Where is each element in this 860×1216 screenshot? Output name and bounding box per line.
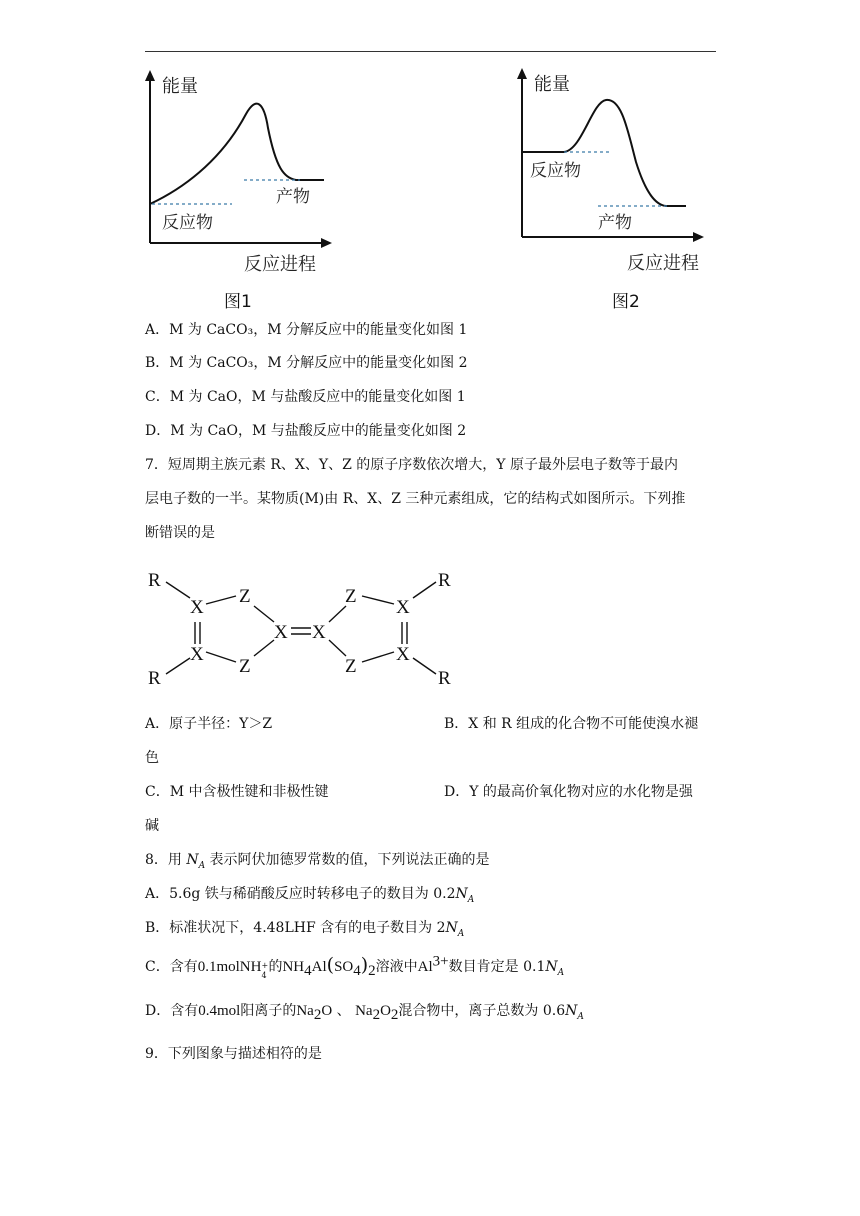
fig2-product: 产物 <box>598 213 632 233</box>
svg-text:Z: Z <box>239 586 251 607</box>
svg-text:R: R <box>438 668 451 689</box>
q8-option-c: C．含有0.1molNH + 4 的$NH_4Al(SO_4)_2$溶液中$Al^{3+}$数目肯定是 $0.1N_A$ <box>145 953 565 980</box>
svg-text:X: X <box>396 644 410 665</box>
q9-stem: 9．下列图象与描述相符的是 <box>145 1046 322 1062</box>
fig2-caption: 图2 <box>612 292 640 312</box>
q7-stem-line2: 层电子数的一半。某物质(M)由 R、X、Z 三种元素组成，它的结构式如图所示。下列推 <box>145 491 686 507</box>
svg-text:R: R <box>148 668 161 689</box>
q7-option-d: D．Y 的最高价氧化物对应的水化物是强 <box>444 784 693 800</box>
fig2-xlabel: 反应进程 <box>627 253 699 274</box>
q7-option-b: B．X 和 R 组成的化合物不可能使溴水褪 <box>444 716 699 732</box>
q7-option-b-wrap: 色 <box>145 750 159 766</box>
q8-option-b: B．标准状况下，4.48LHF 含有的电子数目为 $2N_A$ <box>145 920 465 939</box>
svg-text:X: X <box>190 644 204 665</box>
q8-option-a: A．5.6g 铁与稀硝酸反应时转移电子的数目为 $0.2N_A$ <box>145 886 475 905</box>
svg-text:Z: Z <box>345 586 357 607</box>
svg-text:R: R <box>148 570 161 591</box>
svg-text:R: R <box>438 570 451 591</box>
fig1-product: 产物 <box>276 187 310 207</box>
structural-formula <box>140 560 470 694</box>
header-rule <box>145 51 716 52</box>
energy-diagram-1 <box>140 68 340 282</box>
fig1-caption: 图1 <box>224 292 252 312</box>
svg-text:X: X <box>312 622 326 643</box>
svg-text:X: X <box>190 597 204 618</box>
fig1-reactant: 反应物 <box>162 213 213 233</box>
q8-stem: 8．用 $N_A$ 表示阿伏加德罗常数的值，下列说法正确的是 <box>145 852 490 871</box>
svg-text:Z: Z <box>239 656 251 677</box>
fig2-ylabel: 能量 <box>534 74 570 95</box>
q6-option-a: A．M 为 CaCO₃，M 分解反应中的能量变化如图 1 <box>145 322 468 338</box>
q7-option-d-wrap: 碱 <box>145 818 159 834</box>
svg-text:X: X <box>274 622 288 643</box>
q6-option-b: B．M 为 CaCO₃，M 分解反应中的能量变化如图 2 <box>145 355 468 371</box>
q6-option-d: D．M 为 CaO，M 与盐酸反应中的能量变化如图 2 <box>145 423 467 439</box>
energy-diagram-2 <box>512 62 712 278</box>
fig2-reactant: 反应物 <box>530 161 581 181</box>
svg-text:Z: Z <box>345 656 357 677</box>
fig1-xlabel: 反应进程 <box>244 254 316 275</box>
q7-option-a: A．原子半径：Y＞Z <box>145 716 273 732</box>
q7-option-c: C．M 中含极性键和非极性键 <box>145 784 329 800</box>
fig1-ylabel: 能量 <box>162 76 198 97</box>
q8-option-d: D．含有0.4mol阳离子的$Na_2O$ 、 $Na_2O_2$混合物中，离子总数为 $0.6N_A$ <box>145 1003 584 1023</box>
q6-option-c: C．M 为 CaO，M 与盐酸反应中的能量变化如图 1 <box>145 389 466 405</box>
q7-stem-line3: 断错误的是 <box>145 525 215 541</box>
q7-stem-line1: 7．短周期主族元素 R、X、Y、Z 的原子序数依次增大，Y 原子最外层电子数等于最内 <box>145 457 678 473</box>
svg-text:X: X <box>396 597 410 618</box>
